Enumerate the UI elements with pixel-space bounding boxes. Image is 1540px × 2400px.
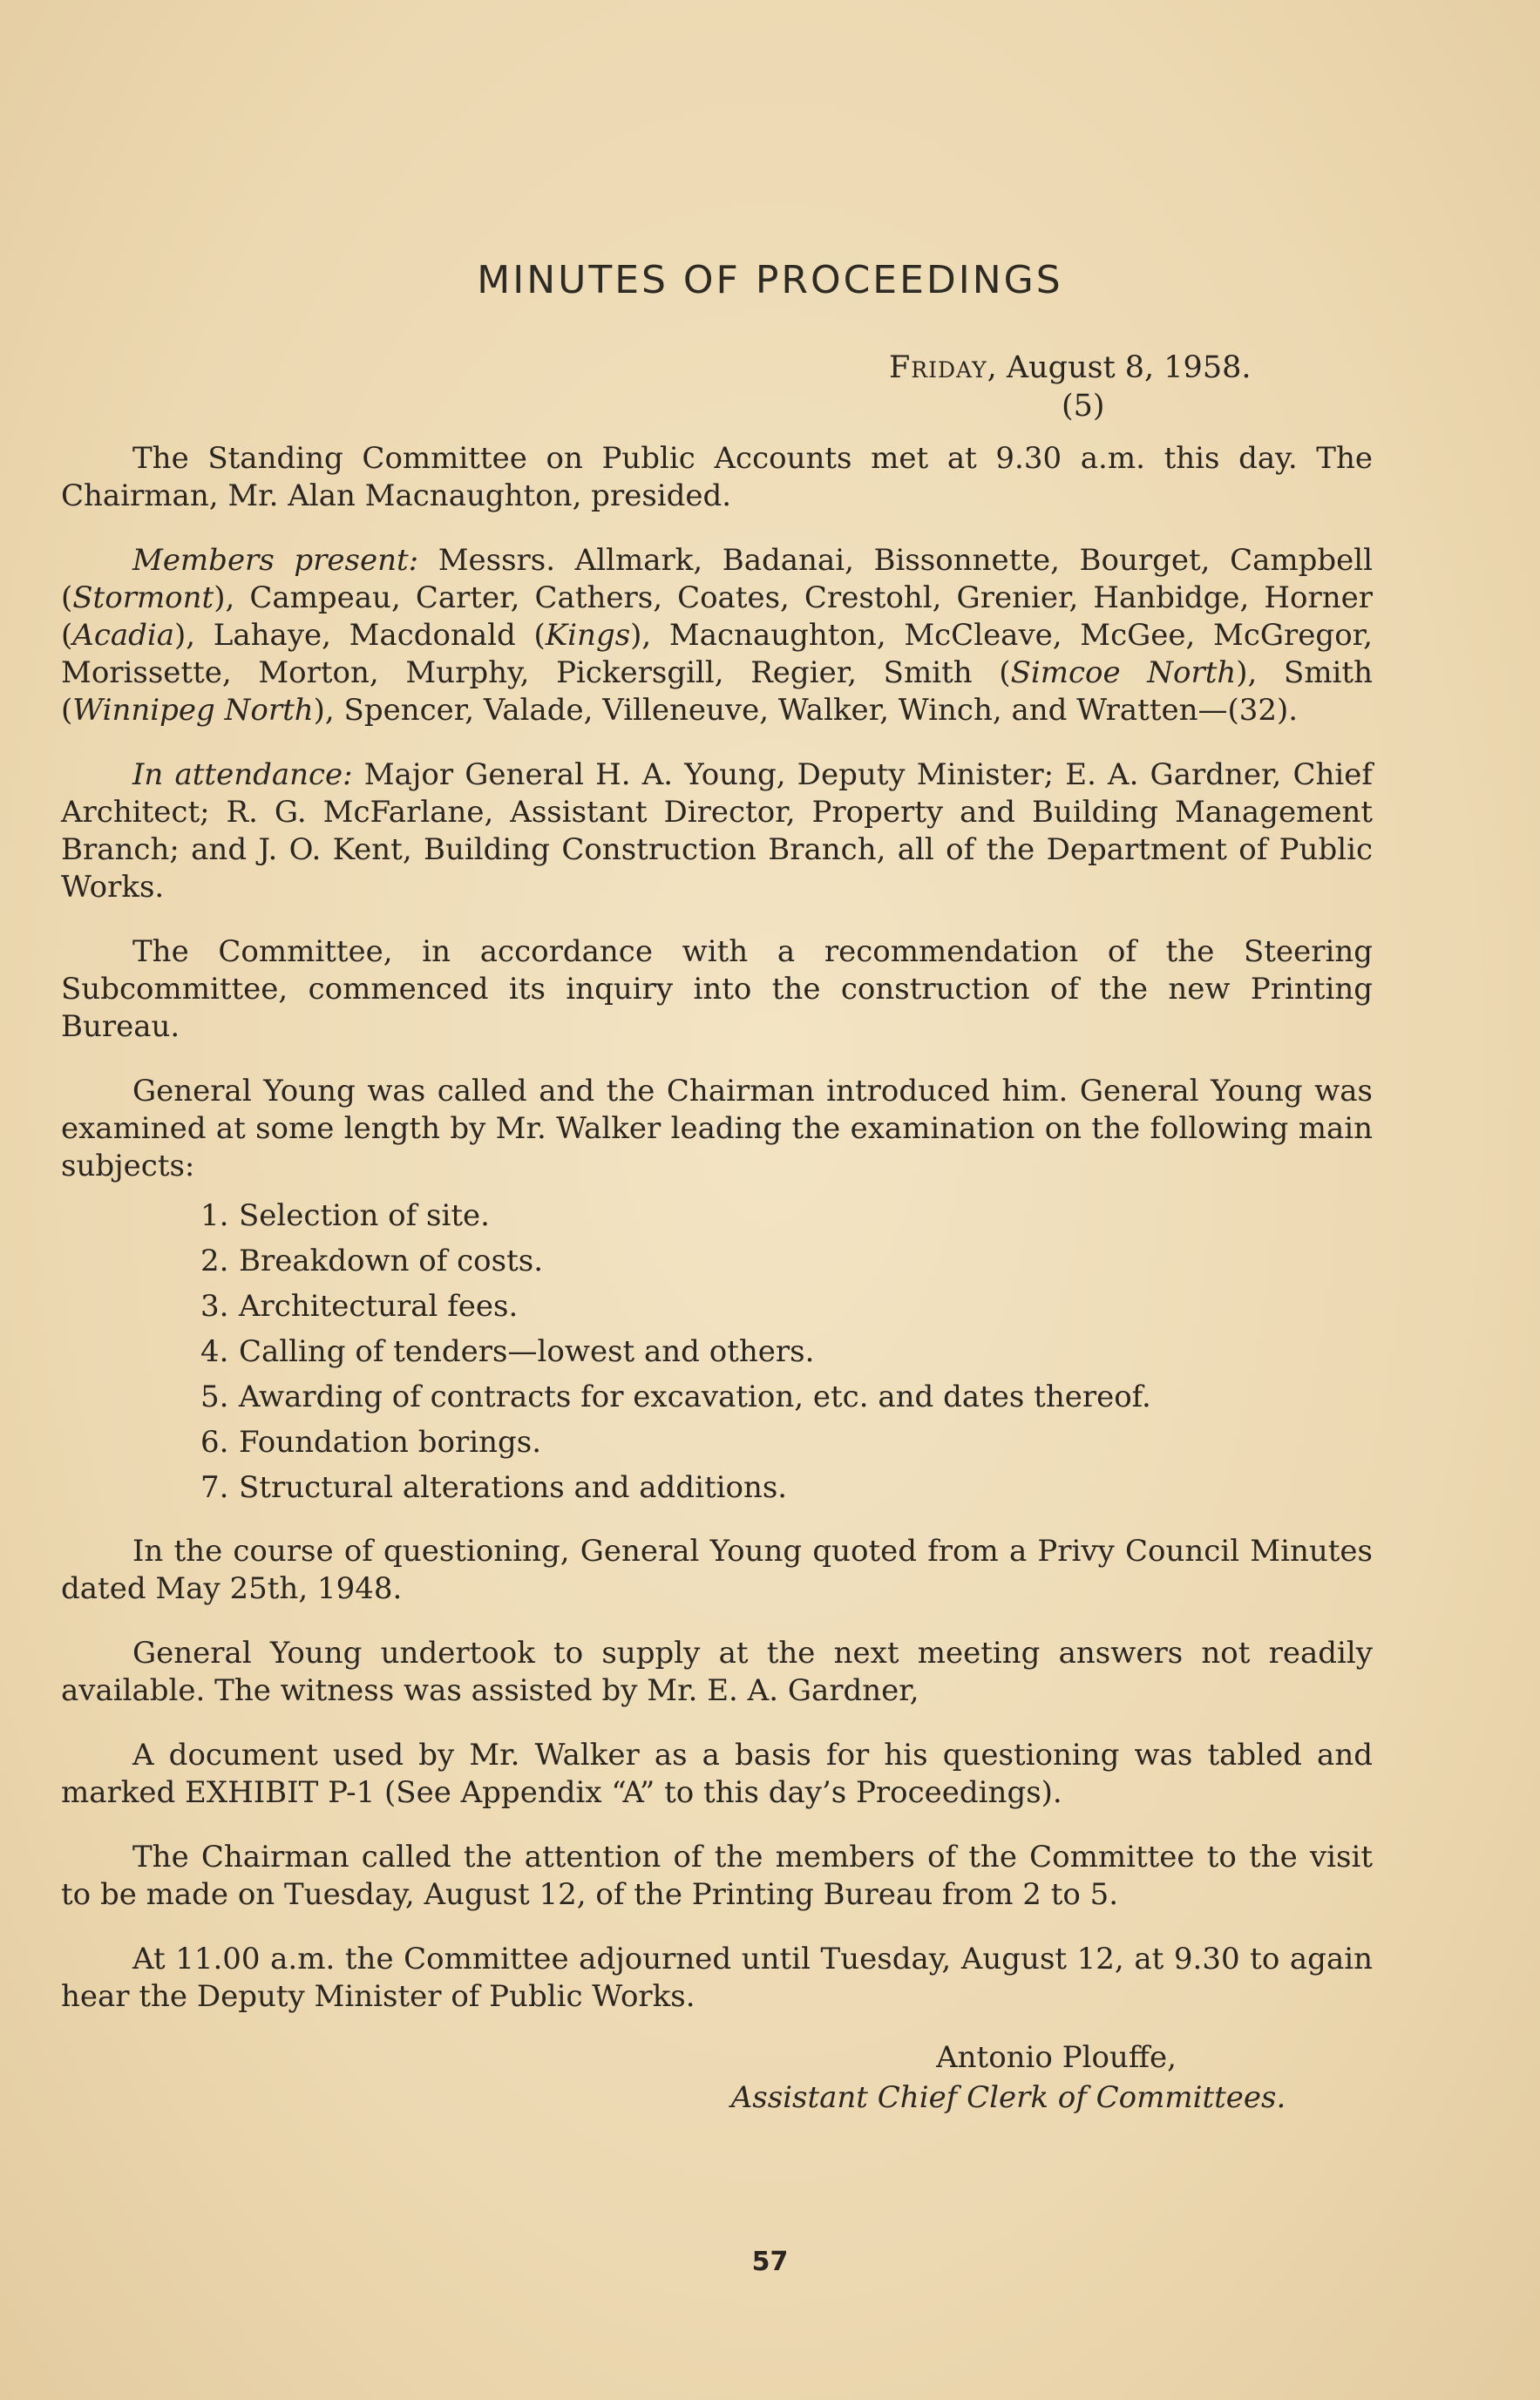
paragraph-undertaking: General Young undertook to supply at the next meeting answers not readily available. The witness was assisted by Mr. E. A. Gardner, <box>61 1636 1373 1708</box>
paragraph-visit: The Chairman called the attention of the members of the Committee to the visit to be made on Tuesday, August 12, of the Printing Bureau from 2 to 5. <box>61 1840 1373 1912</box>
list-item: 4. Calling of tenders—lowest and others. <box>200 1334 815 1369</box>
page-title: MINUTES OF PROCEEDINGS <box>477 258 1063 302</box>
paragraph-examination: General Young was called and the Chairman introduced him. General Young was examined at some length by Mr. Walker leading the examination on the following main subjects: <box>61 1074 1373 1183</box>
dateline: Friday, August 8, 1958. (5) <box>889 350 1307 424</box>
list-item: 2. Breakdown of costs. <box>200 1244 544 1278</box>
paragraph-in-attendance: In attendance: Major General H. A. Young, Deputy Minister; E. A. Gardner, Chief Architect; R. G. McFarlane, Assistant Director, Property and Building Management Branch; and J. O. Kent, Building Construction Branch, all of the Department of Public Works. <box>61 757 1373 905</box>
list-item: 1. Selection of site. <box>200 1198 490 1233</box>
paragraph-adjournment: At 11.00 a.m. the Committee adjourned until Tuesday, August 12, at 9.30 to again hear the Deputy Minister of Public Works. <box>61 1942 1373 2014</box>
paragraph-inquiry: The Committee, in accordance with a recommendation of the Steering Subcommittee, commenced its inquiry into the construction of the new Printing Bureau. <box>61 934 1373 1044</box>
paragraph-exhibit: A document used by Mr. Walker as a basis for his questioning was tabled and marked EXHIBIT P-1 (See Appendix “A” to this day’s Proceedings). <box>61 1738 1373 1810</box>
sitting-number: (5) <box>1062 389 1105 424</box>
dateline-day: Friday <box>889 350 987 385</box>
paragraph-members-present: Members present: Messrs. Allmark, Badanai, Bissonnette, Bourget, Campbell (Stormont), Campeau, Carter, Cathers, Coates, Crestohl, Grenier, Hanbidge, Horner (Acadia), Lahaye, Macdonald (Kings), Macnaughton, McCleave, McGee, McGregor, Morissette, Morton, Murphy, Pickersgill, Regier, Smith (Simcoe North), Smith (Winnipeg North), Spencer, Valade, Villeneuve, Walker, Winch, and Wratten—(32). <box>61 543 1374 728</box>
list-item: 3. Architectural fees. <box>200 1289 519 1324</box>
list-item: 7. Structural alterations and additions. <box>200 1470 788 1505</box>
subjects-list <box>61 1193 1373 1510</box>
paragraph-privy-council: In the course of questioning, General Young quoted from a Privy Council Minutes dated May 25th, 1948. <box>61 1534 1373 1606</box>
in-attendance-label: In attendance: <box>132 757 353 792</box>
signatory-name: Antonio Plouffe, <box>936 2040 1177 2075</box>
dateline-date: August 8, 1958. <box>1006 350 1252 385</box>
minutes-body <box>61 440 1373 2043</box>
members-present-label: Members present: <box>132 543 419 578</box>
paragraph-meeting-opened: The Standing Committee on Public Accounts met at 9.30 a.m. this day. The Chairman, Mr. Alan Macnaughton, presided. <box>61 441 1373 513</box>
list-item: 6. Foundation borings. <box>200 1425 542 1460</box>
page-number: 57 <box>751 2247 789 2277</box>
signature-block <box>677 2037 1340 2118</box>
list-item: 5. Awarding of contracts for excavation, etc. and dates thereof. <box>200 1380 1151 1414</box>
signatory-role: Assistant Chief Clerk of Committees. <box>730 2080 1286 2115</box>
